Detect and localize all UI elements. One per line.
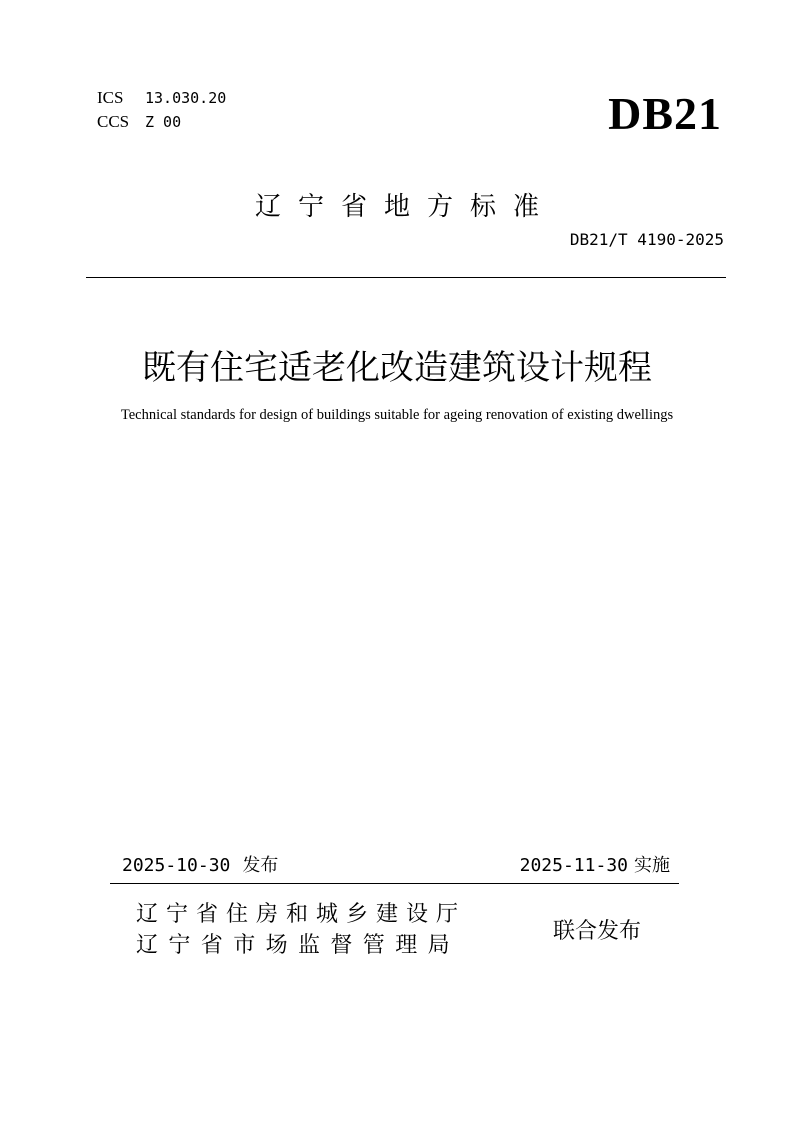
ccs-label: CCS: [97, 112, 130, 131]
classification-codes: [97, 86, 226, 134]
bottom-divider: [110, 883, 679, 884]
issue-word: 发布: [242, 855, 279, 876]
title-chinese: 既有住宅适老化改造建筑设计规程: [142, 348, 652, 388]
implement-date-block: [520, 853, 670, 879]
ccs-row: [97, 110, 226, 134]
implement-word: 实施: [634, 855, 670, 876]
standard-number: DB21/T 4190-2025: [569, 230, 724, 249]
issuer-housing-department: 辽宁省住房和城乡建设厅: [136, 902, 467, 927]
implement-date: 2025-11-30: [519, 855, 628, 876]
ics-label: ICS: [97, 88, 124, 107]
issuer-market-regulation-bureau: 辽宁省市场监督管理局: [136, 933, 461, 958]
issue-date-block: [122, 853, 278, 879]
issuing-authorities: [136, 899, 466, 961]
top-divider: [86, 277, 726, 278]
ics-value: 13.030.20: [145, 89, 227, 107]
standard-type: 辽宁省地方标准: [254, 192, 556, 222]
joint-release-label: 联合发布: [553, 919, 642, 944]
title-english: Technical standards for design of buildings suitable for ageing renovation of existing dwellings: [120, 407, 674, 423]
ccs-value: Z 00: [145, 113, 182, 131]
issue-date: 2025-10-30: [122, 855, 231, 876]
db-mark: DB21: [608, 88, 722, 139]
ics-row: [97, 86, 226, 110]
